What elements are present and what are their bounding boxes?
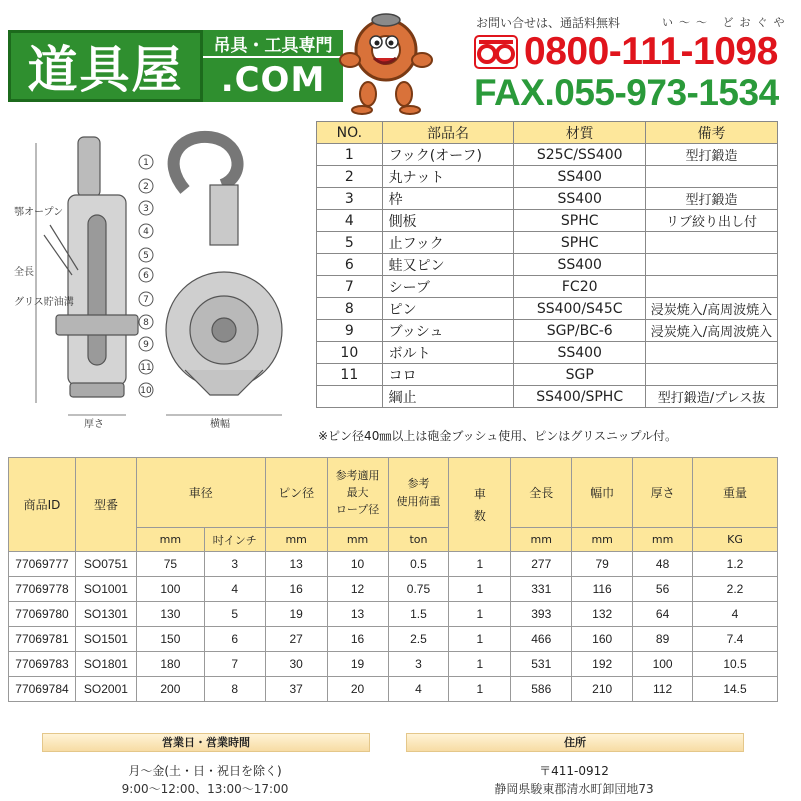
unit-thickness-mm: mm: [633, 528, 693, 552]
cell-weight: 10.5: [693, 652, 778, 677]
cell-wheel-inch: 7: [204, 652, 265, 677]
callout-1: 1: [143, 158, 149, 168]
part-remarks: [646, 342, 778, 364]
spec-header-max-rope: [327, 458, 388, 528]
part-material: SS400: [514, 342, 646, 364]
part-name: ボルト: [382, 342, 514, 364]
phone-reading-hint: い～～ どおぐや: [662, 16, 791, 29]
label-jaw-open: 鄂オープン: [14, 207, 64, 218]
unit-width-mm: mm: [572, 528, 633, 552]
part-material: S25C/SS400: [514, 144, 646, 166]
spec-header-weight: 重量: [693, 458, 778, 528]
cell-thickness: 100: [633, 652, 693, 677]
cell-pin: 19: [265, 602, 327, 627]
table-row: [9, 652, 778, 677]
cell-model: SO2001: [75, 677, 136, 702]
part-name: 丸ナット: [382, 166, 514, 188]
cell-pin: 27: [265, 627, 327, 652]
parts-header-remarks: 備考: [646, 122, 778, 144]
callout-9: 9: [143, 340, 149, 350]
unit-rope-mm: mm: [327, 528, 388, 552]
parts-footnote: ※ピン径40㎜以上は砲金ブッシュ使用、ピンはグリスニップル付。: [318, 429, 678, 443]
cell-load: 0.75: [388, 577, 449, 602]
cell-width: 116: [572, 577, 633, 602]
cell-pin: 13: [265, 552, 327, 577]
side-view-drawing: [44, 137, 138, 397]
spec-header-wheels-line2: 数: [473, 508, 486, 523]
business-hours: 9:00～12:00、13:00～17:00: [121, 782, 289, 796]
part-no: 11: [317, 364, 383, 386]
logo-tagline: 吊具・工具専門: [203, 30, 343, 58]
table-row: [317, 386, 778, 408]
cell-width: 192: [572, 652, 633, 677]
cell-wheels: 1: [449, 652, 511, 677]
part-name: コロ: [382, 364, 514, 386]
cell-pin: 37: [265, 677, 327, 702]
part-material: FC20: [514, 276, 646, 298]
cell-product-id[interactable]: 77069784: [9, 677, 76, 702]
spec-table: [8, 457, 778, 702]
part-no: [317, 386, 383, 408]
table-row: [317, 188, 778, 210]
spec-header-load-line2: 使用荷重: [396, 494, 441, 508]
part-no: 2: [317, 166, 383, 188]
cell-wheel-mm: 100: [136, 577, 204, 602]
cell-product-id[interactable]: 77069777: [9, 552, 76, 577]
table-row: [317, 298, 778, 320]
table-row: [317, 232, 778, 254]
part-no: 1: [317, 144, 383, 166]
label-total-length: 全長: [14, 267, 34, 278]
part-name: 蛙又ピン: [382, 254, 514, 276]
fax-number: FAX.055-973-1534: [474, 72, 779, 113]
spec-header-max-rope-line1: 参考適用: [335, 469, 380, 482]
part-no: 8: [317, 298, 383, 320]
cell-weight: 4: [693, 602, 778, 627]
cell-rope: 13: [327, 602, 388, 627]
street-address: 静岡県駿東郡清水町卸団地73: [494, 782, 654, 796]
spec-header-pin-dia: ピン径: [265, 458, 327, 528]
part-no: 6: [317, 254, 383, 276]
unit-wheel-mm: mm: [136, 528, 204, 552]
cell-thickness: 64: [633, 602, 693, 627]
cell-length: 331: [511, 577, 572, 602]
callout-3: 3: [143, 204, 149, 214]
part-remarks: 浸炭焼入/高周波焼入: [646, 298, 778, 320]
cell-rope: 20: [327, 677, 388, 702]
shop-logo[interactable]: [8, 30, 343, 102]
cell-thickness: 89: [633, 627, 693, 652]
cell-width: 160: [572, 627, 633, 652]
free-dial-icon: [474, 35, 518, 69]
unit-pin-mm: mm: [265, 528, 327, 552]
table-row: [317, 144, 778, 166]
cell-rope: 16: [327, 627, 388, 652]
cell-load: 2.5: [388, 627, 449, 652]
table-row: [9, 627, 778, 652]
cell-weight: 1.2: [693, 552, 778, 577]
part-material: SPHC: [514, 210, 646, 232]
cell-wheel-mm: 200: [136, 677, 204, 702]
unit-wheel-inch: 吋インチ: [204, 528, 265, 552]
cell-wheel-inch: 8: [204, 677, 265, 702]
cell-model: SO0751: [75, 552, 136, 577]
cell-width: 210: [572, 677, 633, 702]
part-material: SS400/SPHC: [514, 386, 646, 408]
table-row: [317, 254, 778, 276]
label-width: 横幅: [210, 419, 230, 430]
spec-header-length: 全長: [511, 458, 572, 528]
unit-weight-kg: KG: [693, 528, 778, 552]
cell-length: 531: [511, 652, 572, 677]
cell-thickness: 48: [633, 552, 693, 577]
inquiry-note: お問い合せは、通話料無料: [476, 16, 621, 30]
part-remarks: [646, 276, 778, 298]
cell-load: 0.5: [388, 552, 449, 577]
business-hours-title: 営業日・営業時間: [42, 733, 370, 752]
table-row: [317, 210, 778, 232]
part-remarks: 型打鍛造: [646, 144, 778, 166]
callout-numbers: [139, 155, 153, 397]
callout-11: 11: [140, 363, 152, 373]
logo-main-text: 道具屋: [8, 30, 203, 102]
parts-header-row: [317, 122, 778, 144]
table-row: [317, 276, 778, 298]
cell-model: SO1001: [75, 577, 136, 602]
parts-table: [316, 121, 778, 408]
cell-weight: 2.2: [693, 577, 778, 602]
part-no: 4: [317, 210, 383, 232]
part-remarks: 型打鍛造/プレス抜: [646, 386, 778, 408]
table-row: [317, 342, 778, 364]
cell-wheel-inch: 6: [204, 627, 265, 652]
callout-4: 4: [143, 227, 149, 237]
cell-product-id[interactable]: 77069780: [9, 602, 76, 627]
cell-pin: 16: [265, 577, 327, 602]
cell-rope: 19: [327, 652, 388, 677]
cell-wheel-inch: 5: [204, 602, 265, 627]
table-row: [317, 320, 778, 342]
cell-wheels: 1: [449, 552, 511, 577]
phone-contact[interactable]: [474, 30, 778, 74]
postal-code: 〒411-0912: [539, 764, 609, 778]
cell-length: 586: [511, 677, 572, 702]
label-thickness: 厚さ: [84, 419, 104, 430]
cell-model: SO1301: [75, 602, 136, 627]
cell-weight: 14.5: [693, 677, 778, 702]
unit-length-mm: mm: [511, 528, 572, 552]
callout-10: 10: [140, 386, 152, 396]
logo-dotcom: .COM: [203, 58, 343, 102]
callout-7: 7: [143, 295, 149, 305]
part-material: SPHC: [514, 232, 646, 254]
spec-header-max-rope-line3: ロープ径: [335, 503, 380, 516]
table-row: [9, 602, 778, 627]
table-row: [9, 577, 778, 602]
cell-length: 466: [511, 627, 572, 652]
part-name: 止フック: [382, 232, 514, 254]
cell-wheel-inch: 3: [204, 552, 265, 577]
part-remarks: 浸炭焼入/高周波焼入: [646, 320, 778, 342]
callout-8: 8: [143, 318, 149, 328]
cell-wheel-mm: 150: [136, 627, 204, 652]
callout-5: 5: [143, 251, 149, 261]
spec-header-thickness: 厚さ: [633, 458, 693, 528]
part-remarks: [646, 364, 778, 386]
spec-header-wheels: [449, 458, 511, 552]
part-no: 3: [317, 188, 383, 210]
unit-load-ton: ton: [388, 528, 449, 552]
cell-product-id[interactable]: 77069783: [9, 652, 76, 677]
cell-wheels: 1: [449, 677, 511, 702]
part-name: フック(オーフ): [382, 144, 514, 166]
cell-thickness: 112: [633, 677, 693, 702]
cell-load: 3: [388, 652, 449, 677]
spec-header-wheel-dia: 車径: [136, 458, 265, 528]
spec-header-model: 型番: [75, 458, 136, 552]
part-material: SS400/S45C: [514, 298, 646, 320]
parts-header-material: 材質: [514, 122, 646, 144]
label-grease-groove: グリス貯油溝: [14, 297, 74, 308]
table-row: [9, 677, 778, 702]
part-remarks: [646, 232, 778, 254]
front-view-drawing: [166, 137, 282, 395]
part-remarks: [646, 166, 778, 188]
parts-header-name: 部品名: [382, 122, 514, 144]
cell-load: 4: [388, 677, 449, 702]
cell-product-id[interactable]: 77069781: [9, 627, 76, 652]
cell-wheel-mm: 130: [136, 602, 204, 627]
part-material: SGP/BC-6: [514, 320, 646, 342]
cell-wheels: 1: [449, 627, 511, 652]
cell-thickness: 56: [633, 577, 693, 602]
logo-right-block: [203, 30, 343, 102]
part-name: 枠: [382, 188, 514, 210]
snatch-block-diagram: [10, 125, 310, 435]
cell-weight: 7.4: [693, 627, 778, 652]
part-material: SS400: [514, 254, 646, 276]
parts-header-no: NO.: [317, 122, 383, 144]
spec-header-max-rope-line2: 最大: [346, 486, 369, 499]
part-material: SS400: [514, 166, 646, 188]
cell-width: 79: [572, 552, 633, 577]
cell-rope: 12: [327, 577, 388, 602]
cell-width: 132: [572, 602, 633, 627]
part-name: ブッシュ: [382, 320, 514, 342]
cell-wheels: 1: [449, 602, 511, 627]
spec-header-width: 幅巾: [572, 458, 633, 528]
spec-header-load-line1: 参考: [407, 476, 430, 490]
business-days: 月～金(土・日・祝日を除く): [128, 764, 282, 778]
cell-load: 1.5: [388, 602, 449, 627]
table-row: [317, 166, 778, 188]
mascot-chain-character-icon: [328, 8, 440, 116]
table-row: [317, 364, 778, 386]
cell-rope: 10: [327, 552, 388, 577]
spec-header-load: [388, 458, 449, 528]
part-material: SS400: [514, 188, 646, 210]
spec-header-wheels-line1: 車: [473, 486, 486, 501]
cell-model: SO1501: [75, 627, 136, 652]
part-name: 側板: [382, 210, 514, 232]
part-remarks: 型打鍛造: [646, 188, 778, 210]
cell-length: 277: [511, 552, 572, 577]
part-material: SGP: [514, 364, 646, 386]
spec-header-row: [9, 458, 778, 528]
cell-model: SO1801: [75, 652, 136, 677]
cell-pin: 30: [265, 652, 327, 677]
phone-number[interactable]: 0800-111-1098: [524, 30, 778, 73]
cell-length: 393: [511, 602, 572, 627]
part-name: 綱止: [382, 386, 514, 408]
callout-2: 2: [143, 182, 149, 192]
cell-product-id[interactable]: 77069778: [9, 577, 76, 602]
spec-header-product-id: 商品ID: [9, 458, 76, 552]
part-no: 10: [317, 342, 383, 364]
cell-wheel-mm: 75: [136, 552, 204, 577]
part-remarks: [646, 254, 778, 276]
cell-wheel-inch: 4: [204, 577, 265, 602]
part-name: シーブ: [382, 276, 514, 298]
part-name: ピン: [382, 298, 514, 320]
cell-wheels: 1: [449, 577, 511, 602]
cell-wheel-mm: 180: [136, 652, 204, 677]
address-title: 住所: [406, 733, 744, 752]
table-row: [9, 552, 778, 577]
part-remarks: リブ絞り出し付: [646, 210, 778, 232]
part-no: 5: [317, 232, 383, 254]
callout-6: 6: [143, 271, 149, 281]
part-no: 7: [317, 276, 383, 298]
part-no: 9: [317, 320, 383, 342]
